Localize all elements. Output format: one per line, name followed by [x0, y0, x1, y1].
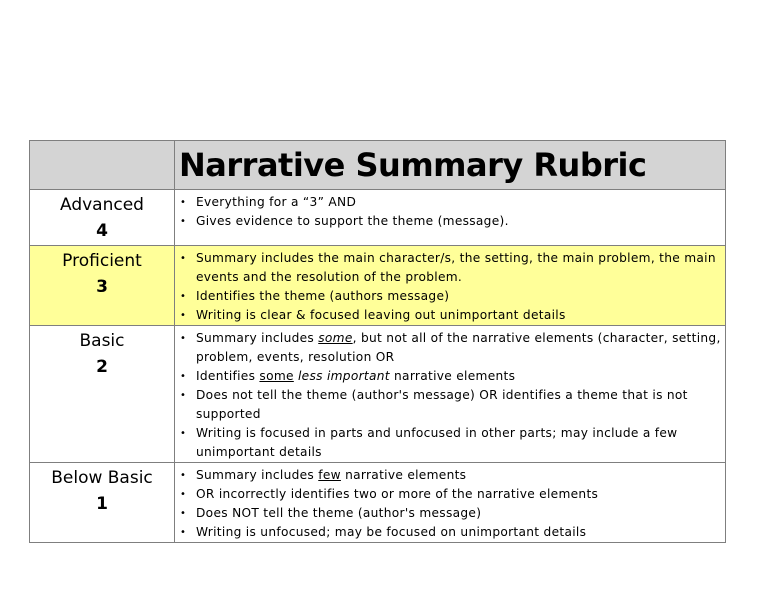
criteria-item: • Identifies the theme (authors message): [175, 287, 721, 306]
title-cell: [175, 141, 726, 190]
criteria-item: • Gives evidence to support the theme (message).: [175, 212, 721, 231]
criteria-item: • Everything for a “3” AND: [175, 193, 721, 212]
bullet-icon: •: [180, 291, 187, 302]
criteria-list: [175, 246, 725, 325]
level-name: Below Basic: [51, 468, 153, 488]
level-score: 1: [96, 494, 108, 514]
bullet-icon: •: [180, 470, 187, 481]
level-name: Basic: [79, 331, 125, 351]
criteria-item: • Summary includes few narrative elements: [175, 466, 721, 485]
criteria-item: • Summary includes the main character/s, the setting, the main problem, the main events and the resolution of the problem.: [180, 251, 716, 284]
bullet-icon: •: [180, 508, 187, 519]
criteria-item: • Writing is focused in parts and unfocused in other parts; may include a few unimportant details: [180, 426, 678, 459]
bullet-icon: •: [180, 371, 187, 382]
level-name: Advanced: [60, 195, 144, 215]
criteria-item: • Does not tell the theme (author's message) OR identifies a theme that is not supported: [180, 388, 688, 421]
criteria-list: [175, 326, 725, 462]
row-advanced: [30, 190, 726, 246]
bullet-icon: •: [180, 253, 187, 264]
bullet-icon: •: [180, 216, 187, 227]
criteria-item: • Writing is clear & focused leaving out unimportant details: [175, 306, 721, 325]
bullet-icon: •: [180, 310, 187, 321]
row-proficient: [30, 246, 726, 326]
level-cell-advanced: [30, 190, 175, 246]
criteria-item: • Identifies some less important narrative elements: [175, 367, 721, 386]
level-score: 3: [96, 277, 108, 297]
header-empty-cell: [30, 141, 175, 190]
header-row: [30, 141, 726, 190]
level-cell-below-basic: [30, 463, 175, 543]
criteria-cell-proficient: [175, 246, 726, 326]
level-cell-basic: [30, 326, 175, 463]
criteria-cell-basic: [175, 326, 726, 463]
rubric-title: Narrative Summary Rubric: [179, 146, 647, 184]
criteria-item: • Does NOT tell the theme (author's message): [175, 504, 721, 523]
row-below-basic: [30, 463, 726, 543]
bullet-icon: •: [180, 527, 187, 538]
rubric-table: [29, 140, 726, 543]
criteria-item: • Summary includes some, but not all of the narrative elements (character, setting, problem, events, resolution OR: [180, 331, 721, 364]
bullet-icon: •: [180, 390, 187, 401]
criteria-list: [175, 463, 725, 542]
criteria-item: • OR incorrectly identifies two or more of the narrative elements: [175, 485, 721, 504]
criteria-list: [175, 190, 725, 231]
level-score: 4: [96, 221, 108, 241]
criteria-cell-below-basic: [175, 463, 726, 543]
bullet-icon: •: [180, 428, 187, 439]
criteria-cell-advanced: [175, 190, 726, 246]
level-cell-proficient: [30, 246, 175, 326]
row-basic: [30, 326, 726, 463]
bullet-icon: •: [180, 333, 187, 344]
level-score: 2: [96, 357, 108, 377]
level-name: Proficient: [62, 251, 142, 271]
bullet-icon: •: [180, 197, 187, 208]
criteria-item: • Writing is unfocused; may be focused on unimportant details: [175, 523, 721, 542]
bullet-icon: •: [180, 489, 187, 500]
